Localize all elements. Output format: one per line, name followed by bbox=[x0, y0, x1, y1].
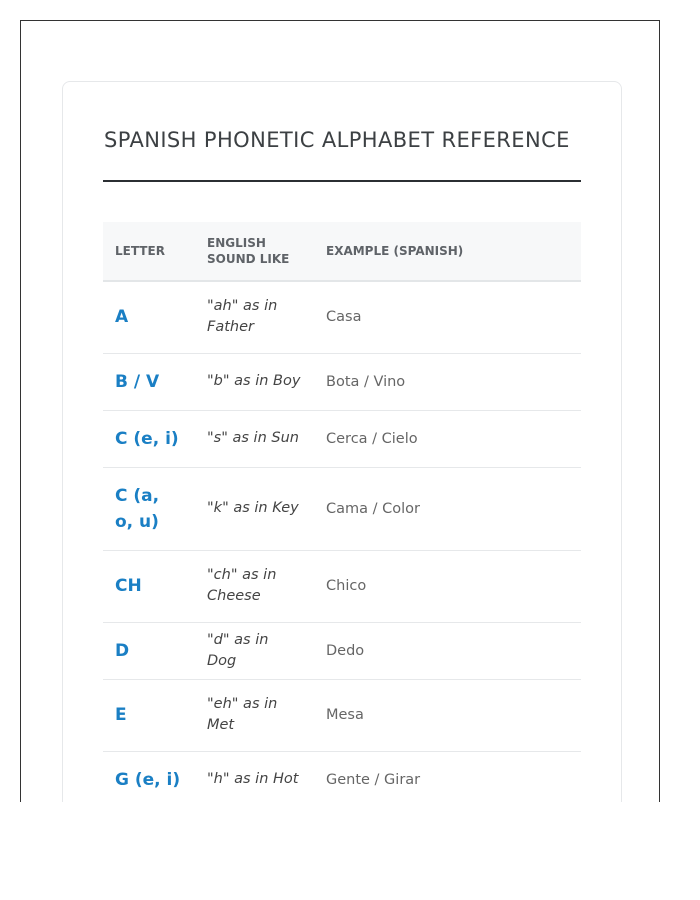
example-cell: Gente / Girar bbox=[314, 751, 581, 802]
example-cell: Cerca / Cielo bbox=[314, 410, 581, 467]
letter-cell: CH bbox=[103, 550, 195, 622]
table-body bbox=[103, 281, 581, 802]
example-cell: Bota / Vino bbox=[314, 353, 581, 410]
letter-cell: C (a, o, u) bbox=[103, 467, 195, 550]
table-row bbox=[103, 751, 581, 802]
sound-cell: "k" as in Key bbox=[195, 467, 314, 550]
table-row bbox=[103, 467, 581, 550]
example-cell: Mesa bbox=[314, 679, 581, 751]
letter-cell: B / V bbox=[103, 353, 195, 410]
letter-cell: A bbox=[103, 281, 195, 353]
table-row bbox=[103, 281, 581, 353]
letter-cell: G (e, i) bbox=[103, 751, 195, 802]
table-row bbox=[103, 622, 581, 679]
header-row bbox=[103, 222, 581, 281]
page-title: SPANISH PHONETIC ALPHABET REFERENCE bbox=[104, 128, 570, 152]
table-row bbox=[103, 353, 581, 410]
table-header bbox=[103, 222, 581, 281]
table-row bbox=[103, 550, 581, 622]
example-cell: Dedo bbox=[314, 622, 581, 679]
header-example: EXAMPLE (SPANISH) bbox=[314, 222, 581, 281]
sound-cell: "eh" as in Met bbox=[195, 679, 314, 751]
table-row bbox=[103, 410, 581, 467]
sound-cell: "h" as in Hot bbox=[195, 751, 314, 802]
sound-cell: "s" as in Sun bbox=[195, 410, 314, 467]
example-cell: Casa bbox=[314, 281, 581, 353]
reference-card bbox=[62, 81, 622, 802]
letter-cell: C (e, i) bbox=[103, 410, 195, 467]
letter-cell: D bbox=[103, 622, 195, 679]
sound-cell: "b" as in Boy bbox=[195, 353, 314, 410]
letter-cell: E bbox=[103, 679, 195, 751]
sound-cell: "d" as in Dog bbox=[195, 622, 314, 679]
sound-cell: "ah" as in Father bbox=[195, 281, 314, 353]
example-cell: Chico bbox=[314, 550, 581, 622]
header-letter: LETTER bbox=[103, 222, 195, 281]
page-frame bbox=[20, 20, 660, 802]
example-cell: Cama / Color bbox=[314, 467, 581, 550]
header-sound: ENGLISH SOUND LIKE bbox=[195, 222, 314, 281]
table-row bbox=[103, 679, 581, 751]
title-divider bbox=[103, 180, 581, 182]
alphabet-table bbox=[103, 222, 581, 802]
sound-cell: "ch" as in Cheese bbox=[195, 550, 314, 622]
